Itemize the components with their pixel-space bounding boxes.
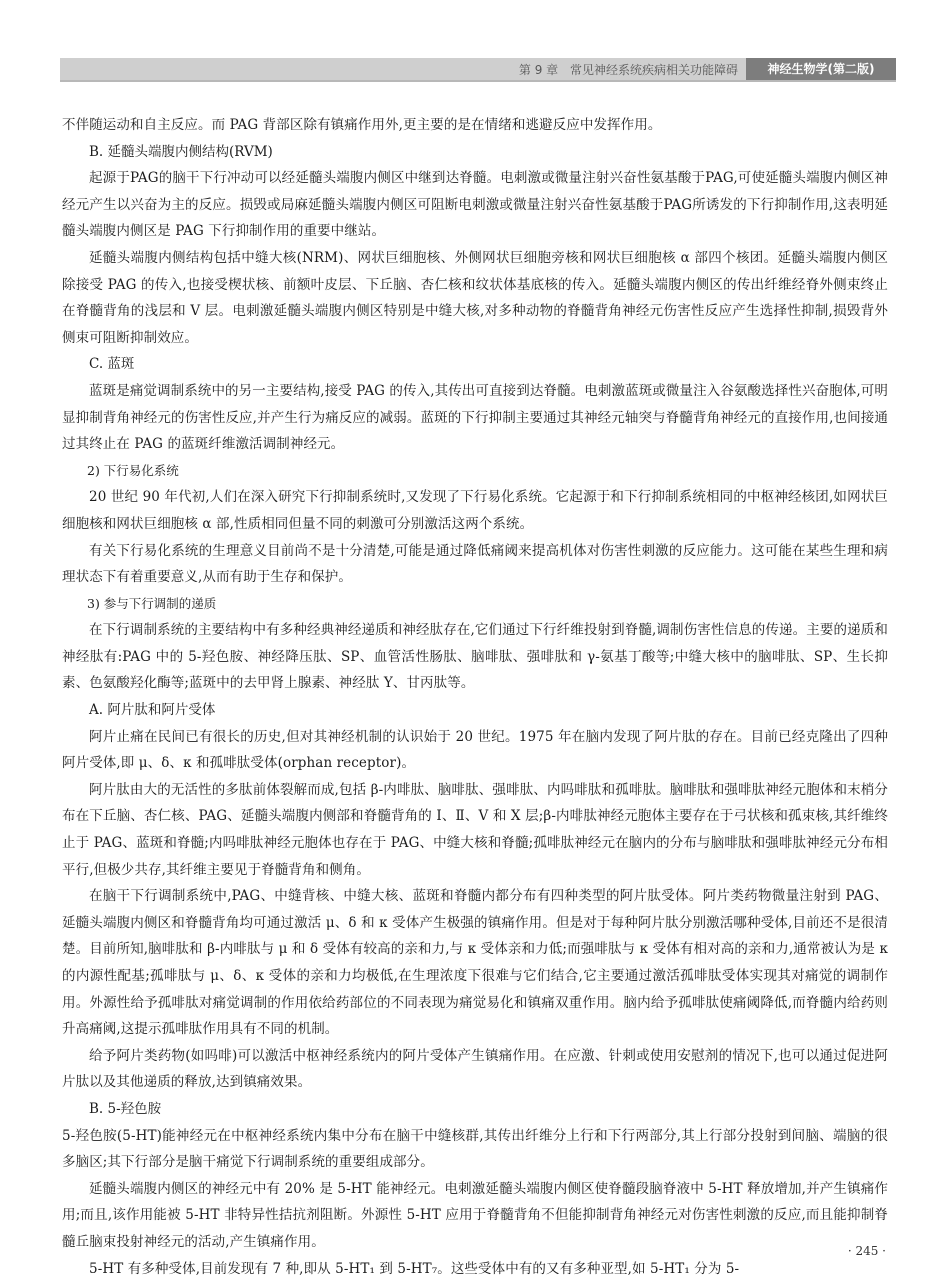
paragraph: 5-羟色胺(5-HT)能神经元在中枢神经系统内集中分布在脑干中缝核群,其传出纤维分上行和下行两部分,其上行部分投射到间脑、端脑的很多脑区;其下行部分是脑干痛觉下行调制系统的重要组成部分。 [62, 1127, 888, 1171]
paragraph: 5-HT 有多种受体,目前发现有 7 种,即从 5-HT₁ 到 5-HT₇。这些受体中有的又有多种亚型,如 5-HT₁ 分为 5- [89, 1260, 740, 1277]
paragraph: 20 世纪 90 年代初,人们在深入研究下行抑制系统时,又发现了下行易化系统。它起源于和下行抑制系统相同的中枢神经核团,如网状巨细胞核和网状巨细胞核 α 部,性质相同但量不同的刺激可分别激活这两个系统。 [62, 489, 888, 532]
paragraph: 在脑干下行调制系统中,PAG、中缝背核、中缝大核、蓝斑和脊髓内都分布有四种类型的阿片肽受体。阿片类药物微量注射到 PAG、延髓头端腹内侧区和脊髓背角均可通过激活 μ、δ 和 κ 受体产生极强的镇痛作用。但是对于每种阿片肽分别激活哪种受体,目前还不是很清楚。目前所知,脑啡肽和 β-内啡肽与 μ 和 δ 受体有较高的亲和力,与 κ 受体亲和力低;而强啡肽与 κ 受体有相对高的亲和力,通常被认为是 κ 的内源性配基;孤啡肽与 μ、δ、κ 受体的亲和力均极低,在生理浓度下很难与它们结合,它主要通过激活孤啡肽受体实现其对痛觉的调制作用。外源性给予孤啡肽对痛觉调制的作用依给药部位的不同表现为痛觉易化和镇痛双重作用。脑内给予孤啡肽使痛阈降低,而脊髓内给药则升高痛阈,这提示孤啡肽作用具有不同的机制。 [62, 888, 888, 1038]
paragraph: 起源于PAG的脑干下行冲动可以经延髓头端腹内侧区中继到达脊髓。电刺激或微量注射兴奋性氨基酸于PAG,可使延髓头端腹内侧区神经元产生以兴奋为主的反应。损毁或局麻延髓头端腹内侧区可阻断电刺激或微量注射兴奋性氨基酸于PAG所诱发的下行抑制作用,这表明延髓头端腹内侧区是 PAG 下行抑制作用的重要中继站。 [62, 170, 888, 240]
section-heading: B. 延髓头端腹内侧结构(RVM) [89, 143, 273, 160]
header-chapter-number: 第 9 章 [518, 63, 559, 77]
paragraph: 不伴随运动和自主反应。而 PAG 背部区除有镇痛作用外,更主要的是在情绪和逃避反应中发挥作用。 [62, 117, 662, 133]
header-chapter [511, 61, 738, 78]
section-heading: C. 蓝斑 [89, 356, 135, 373]
paragraph: 延髓头端腹内侧结构包括中缝大核(NRM)、网状巨细胞核、外侧网状巨细胞旁核和网状巨细胞核 α 部四个核团。延髓头端腹内侧区除接受 PAG 的传入,也接受楔状核、前额叶皮层、下丘脑、杏仁核和纹状体基底核的传入。延髓头端腹内侧区的传出纤维经脊外侧束终止在脊髓背角的浅层和 V 层。电刺激延髓头端腹内侧区特别是中缝大核,对多种动物的脊髓背角神经元伤害性反应产生选择性抑制,损毁背外侧束可阻断抑制效应。 [62, 249, 888, 346]
page-number: · 245 · [847, 1244, 886, 1258]
page-body [62, 112, 888, 1282]
subsection-heading: 2) 下行易化系统 [87, 462, 179, 478]
header-chapter-title: 常见神经系统疾病相关功能障碍 [569, 63, 738, 77]
paragraph: 阿片止痛在民间已有很长的历史,但对其神经机制的认识始于 20 世纪。1975 年在脑内发现了阿片肽的存在。目前已经克隆出了四种阿片受体,即 μ、δ、κ 和孤啡肽受体(orphan receptor)。 [62, 728, 888, 772]
paragraph: 给予阿片类药物(如吗啡)可以激活中枢神经系统内的阿片受体产生镇痛作用。在应激、针刺或使用安慰剂的情况下,也可以通过促进阿片肽以及其他递质的释放,达到镇痛效果。 [62, 1047, 888, 1091]
paragraph: 在下行调制系统的主要结构中有多种经典神经递质和神经肽存在,它们通过下行纤维投射到脊髓,调制伤害性信息的传递。主要的递质和神经肽有:PAG 中的 5-羟色胺、神经降压肽、SP、血管活性肠肽、脑啡肽、强啡肽和 γ-氨基丁酸等;中缝大核中的脑啡肽、SP、生长抑素、色氨酸羟化酶等;蓝斑中的去甲肾上腺素、神经肽 Y、甘丙肽等。 [62, 622, 888, 692]
section-heading: A. 阿片肽和阿片受体 [89, 702, 216, 719]
subsection-heading: 3) 参与下行调制的递质 [87, 595, 217, 611]
paragraph: 阿片肽由大的无活性的多肽前体裂解而成,包括 β-内啡肽、脑啡肽、强啡肽、内吗啡肽和孤啡肽。脑啡肽和强啡肽神经元胞体和末梢分布在下丘脑、杏仁核、PAG、延髓头端腹内侧部和脊髓背角的 Ⅰ、Ⅱ、Ⅴ 和 Ⅹ 层;β-内啡肽神经元胞体主要存在于弓状核和孤束核,其纤维终止于 PAG、蓝斑和脊髓;内吗啡肽神经元胞体也存在于 PAG、中缝大核和脊髓;孤啡肽神经元在脑内的分布与脑啡肽和强啡肽神经元分布相平行,但极少共存,其纤维主要见于脊髓背角和侧角。 [62, 781, 888, 878]
paragraph: 延髓头端腹内侧区的神经元中有 20% 是 5-HT 能神经元。电刺激延髓头端腹内侧区使脊髓段脑脊液中 5-HT 释放增加,并产生镇痛作用;而且,该作用能被 5-HT 非特异性拮抗剂阻断。外源性 5-HT 应用于脊髓背角不但能抑制背角神经元对伤害性刺激的反应,而且能抑制脊髓丘脑束投射神经元的活动,产生镇痛作用。 [62, 1180, 888, 1250]
running-header [60, 58, 896, 82]
header-book-title: 神经生物学(第二版) [746, 58, 896, 80]
paragraph: 蓝斑是痛觉调制系统中的另一主要结构,接受 PAG 的传入,其传出可直接到达脊髓。电刺激蓝斑或微量注入谷氨酸选择性兴奋胞体,可明显抑制背角神经元的伤害性反应,并产生行为痛反应的减弱。蓝斑的下行抑制主要通过其神经元轴突与脊髓背角神经元的直接作用,也间接通过其终止在 PAG 的蓝斑纤维激活调制神经元。 [62, 382, 888, 453]
section-heading: B. 5-羟色胺 [89, 1100, 162, 1117]
paragraph: 有关下行易化系统的生理意义目前尚不是十分清楚,可能是通过降低痛阈来提高机体对伤害性刺激的反应能力。这可能在某些生理和病理状态下有着重要意义,从而有助于生存和保护。 [62, 542, 888, 586]
